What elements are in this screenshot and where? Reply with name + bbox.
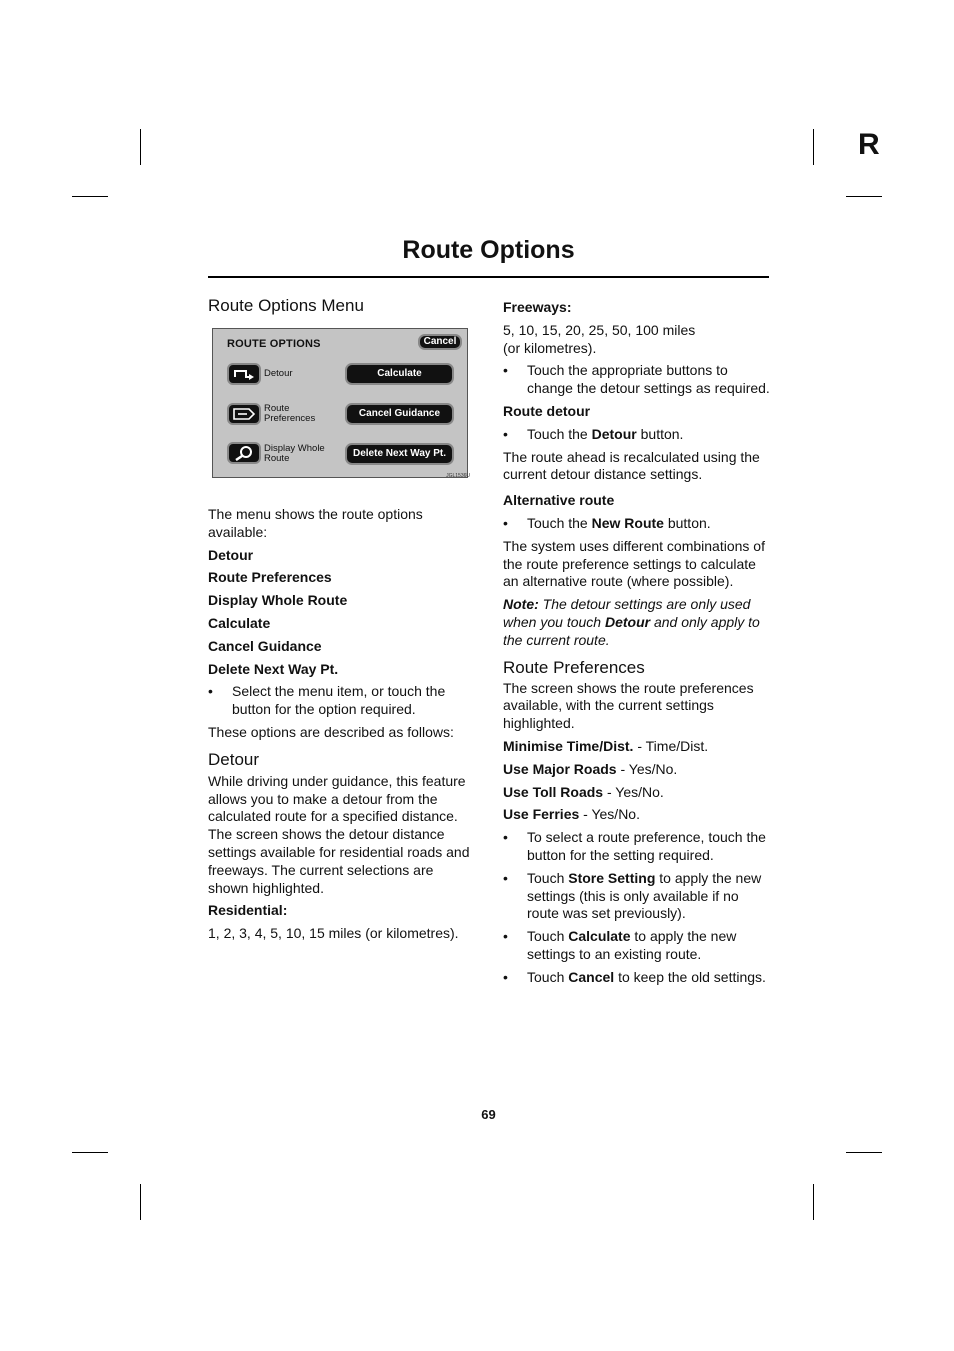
alternative-route-label: Alternative route	[503, 492, 615, 509]
page-number: 69	[481, 1107, 496, 1122]
route-options-menu-heading: Route Options Menu	[208, 296, 364, 315]
list-item: • Select the menu item, or touch the button for the option required.	[208, 683, 476, 719]
delete-next-way-pt-button[interactable]: Delete Next Way Pt.	[345, 443, 454, 465]
route-options-screen	[212, 328, 468, 478]
calculate-button[interactable]: Calculate	[345, 363, 454, 385]
crop-mark	[72, 1152, 108, 1153]
option-delete-next-way-pt: Delete Next Way Pt.	[208, 660, 339, 677]
route-preferences-label-line2: Preferences	[264, 413, 316, 424]
title-rule	[208, 276, 769, 278]
described-text: These options are described as follows:	[208, 723, 454, 740]
option-route-preferences: Route Preferences	[208, 569, 332, 586]
crop-mark	[813, 1184, 814, 1220]
route-preferences-text: The screen shows the route preferences available, with the current settings highlighted.	[503, 679, 754, 732]
display-whole-route-button[interactable]	[227, 442, 261, 464]
list-item: • To select a route preference, touch the button for the setting required.	[503, 829, 771, 865]
crop-mark	[140, 129, 141, 165]
list-item: • Touch the Detour button.	[503, 426, 771, 444]
crop-mark	[846, 1152, 882, 1153]
residential-values: 1, 2, 3, 4, 5, 10, 15 miles (or kilometres).	[208, 925, 459, 942]
freeways-values	[503, 322, 771, 358]
display-whole-route-label-line1: Display Whole	[264, 443, 325, 454]
select-bullet-list	[208, 683, 476, 719]
list-item: • Touch Cancel to keep the old settings.	[503, 969, 771, 987]
alternative-route-bullet-list	[503, 515, 771, 533]
route-preferences-icon	[232, 407, 256, 421]
route-preferences-heading: Route Preferences	[503, 657, 645, 677]
note-text: Note: The detour settings are only used when you touch Detour and only apply to the current route.	[503, 596, 760, 648]
detour-text: While driving under guidance, this feature allows you to make a detour from the calculated route for a specified distance. The screen shows the detour distance settings available for residential roads and freeways. The current selections are shown highlighted.	[208, 772, 470, 896]
route-options-screen-figure	[208, 328, 470, 496]
list-item: • Touch Calculate to apply the new settings to an existing route.	[503, 928, 771, 964]
adjust-bullet-list	[503, 362, 771, 398]
crop-mark	[813, 129, 814, 165]
page-title: Route Options	[402, 236, 575, 264]
route-preferences-label	[264, 404, 315, 424]
magnifier-icon	[232, 445, 256, 461]
route-preferences-button[interactable]	[227, 403, 261, 425]
pref-item: Use Major Roads - Yes/No.	[503, 760, 678, 777]
detour-button[interactable]	[227, 363, 261, 385]
route-detour-label: Route detour	[503, 402, 591, 419]
pref-item: Use Toll Roads - Yes/No.	[503, 783, 664, 800]
menu-intro: The menu shows the route options available:	[208, 506, 423, 540]
detour-label: Detour	[264, 368, 293, 379]
pref-item: Use Ferries - Yes/No.	[503, 806, 640, 823]
residential-label: Residential:	[208, 902, 288, 919]
crop-mark	[140, 1184, 141, 1220]
recalc-text: The route ahead is recalculated using the current detour distance settings.	[503, 448, 760, 483]
cancel-button[interactable]: Cancel	[418, 334, 462, 350]
list-item: • Touch the appropriate buttons to change the detour settings as required.	[503, 362, 771, 398]
figure-code: JGL1536U	[446, 473, 470, 480]
freeways-label: Freeways:	[503, 299, 572, 315]
right-column	[503, 299, 771, 992]
screen-header: ROUTE OPTIONS	[227, 338, 321, 350]
option-calculate: Calculate	[208, 614, 271, 631]
freeways-values-line1: 5, 10, 15, 20, 25, 50, 100 miles	[503, 321, 696, 338]
freeways-values-line2: (or kilometres).	[503, 339, 597, 356]
option-display-whole-route: Display Whole Route	[208, 592, 348, 609]
route-preferences-label-line1: Route	[264, 403, 290, 414]
route-detour-bullet-list	[503, 426, 771, 444]
crop-mark	[72, 196, 108, 197]
option-detour: Detour	[208, 546, 254, 563]
preferences-bullet-list	[503, 829, 771, 986]
cancel-guidance-button[interactable]: Cancel Guidance	[345, 403, 454, 425]
crop-mark	[846, 196, 882, 197]
system-uses-text: The system uses different combinations of the route preference settings to calculate an alternative route (where possible).	[503, 537, 765, 590]
section-letter: R	[858, 128, 880, 161]
left-column	[208, 296, 476, 948]
list-item: • Touch the New Route button.	[503, 515, 771, 533]
display-whole-route-label	[264, 444, 325, 464]
option-cancel-guidance: Cancel Guidance	[208, 637, 322, 654]
detour-heading: Detour	[208, 749, 260, 769]
display-whole-route-label-line2: Route	[264, 453, 290, 464]
pref-item: Minimise Time/Dist. - Time/Dist.	[503, 737, 709, 754]
detour-arrow-icon	[232, 367, 256, 381]
list-item: • Touch Store Setting to apply the new settings (this is only available if no route was set previously).	[503, 870, 771, 923]
